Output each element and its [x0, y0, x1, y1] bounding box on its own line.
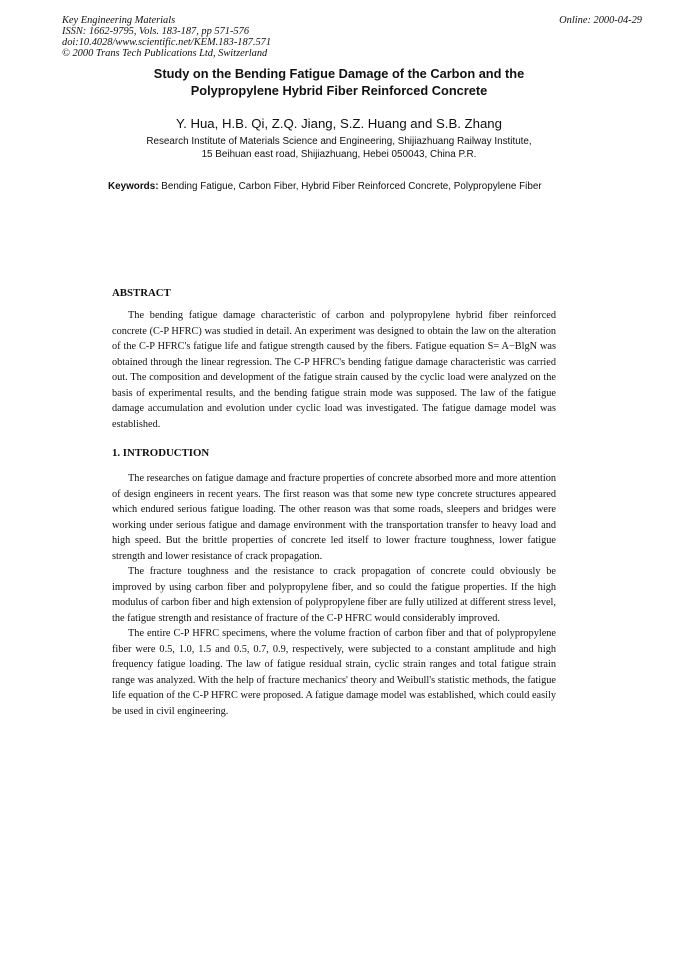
journal-issn: ISSN: 1662-9795, Vols. 183-187, pp 571-576	[62, 26, 250, 37]
author-list: Y. Hua, H.B. Qi, Z.Q. Jiang, S.Z. Huang and S.B. Zhang	[176, 116, 502, 131]
introduction-heading: 1. INTRODUCTION	[112, 447, 210, 459]
introduction-paragraph: The fracture toughness and the resistance to crack propagation of concrete could obviously be improved by using carbon fiber and polypropylene fiber, and so could the fatigue properties. If the high modulus of carbon fiber and high extension of polypropylene fiber are fully utilized at different stress level, the fatigue strength and resistance of fracture of the C-P HFRC would considerably improved.	[112, 566, 556, 624]
abstract-heading: ABSTRACT	[112, 287, 171, 299]
title-line: Study on the Bending Fatigue Damage of the Carbon and the	[153, 66, 525, 81]
affiliation-line: Research Institute of Materials Science and Engineering, Shijiazhuang Railway Institute,	[146, 136, 532, 147]
introduction-paragraph: The researches on fatigue damage and fracture properties of concrete absorbed more and more attention of design engineers in recent years. The first reason was that some new type concrete structures appeared which endured serious fatigue loading. The other reason was that some roads, sleepers and bridges were working under serious fatigue and damage environment with the transportation transfer to heavy load and high speed. But the brittle properties of concrete led itself to lower fracture toughness, lower fatigue strength and lower resistance of crack propagation.	[112, 473, 556, 562]
introduction-body	[112, 471, 556, 719]
introduction-paragraph: The entire C-P HFRC specimens, where the volume fraction of carbon fiber and that of polypropylene fiber were 0.5, 1.0, 1.5 and 0.5, 0.7, 0.9, respectively, were subjected to a constant amplitude and high frequency fatigue loading. The law of fatigue residual strain, cyclic strain ranges and total fatigue strain range was analyzed. With the help of fracture mechanics' theory and Weibull's statistic methods, the fatigue life equation of the C-P HFRC were proposed. A fatigue damage model was established, which could easily be used in civil engineering.	[112, 628, 556, 717]
paper-title	[100, 66, 578, 99]
journal-info	[62, 15, 462, 59]
title-line: Polypropylene Hybrid Fiber Reinforced Concrete	[190, 82, 488, 98]
affiliation	[100, 136, 578, 161]
journal-name: Key Engineering Materials	[62, 15, 176, 26]
keywords-label: Keywords:	[108, 181, 159, 192]
keywords	[108, 181, 568, 194]
online-date: Online: 2000-04-29	[559, 15, 642, 26]
affiliation-line: 15 Beihuan east road, Shijiazhuang, Hebei 050043, China P.R.	[201, 148, 477, 160]
journal-copyright: © 2000 Trans Tech Publications Ltd, Switzerland	[62, 48, 268, 59]
journal-doi: doi:10.4028/www.scientific.net/KEM.183-187.571	[62, 37, 272, 48]
abstract-paragraph: The bending fatigue damage characteristic of carbon and polypropylene hybrid fiber reinforced concrete (C-P HFRC) was studied in detail. An experiment was designed to obtain the law on the alteration of the C-P HFRC's fatigue life and fatigue strength caused by the fibers. Fatigue equation S= A−BlgN was obtained through the linear regression. The C-P HFRC's bending fatigue damage characteristic was carried out. The composition and development of the fatigue strain caused by the cyclic load were analyzed on the basis of experimental results, and the bending fatigue strain mode was supposed. The law of the fatigue damage accumulation and evolution under cyclic load was investigated. The fatigue damage model was established.	[112, 310, 556, 430]
keywords-text: Bending Fatigue, Carbon Fiber, Hybrid Fiber Reinforced Concrete, Polypropylene Fiber	[161, 181, 542, 192]
abstract-body	[112, 308, 556, 432]
